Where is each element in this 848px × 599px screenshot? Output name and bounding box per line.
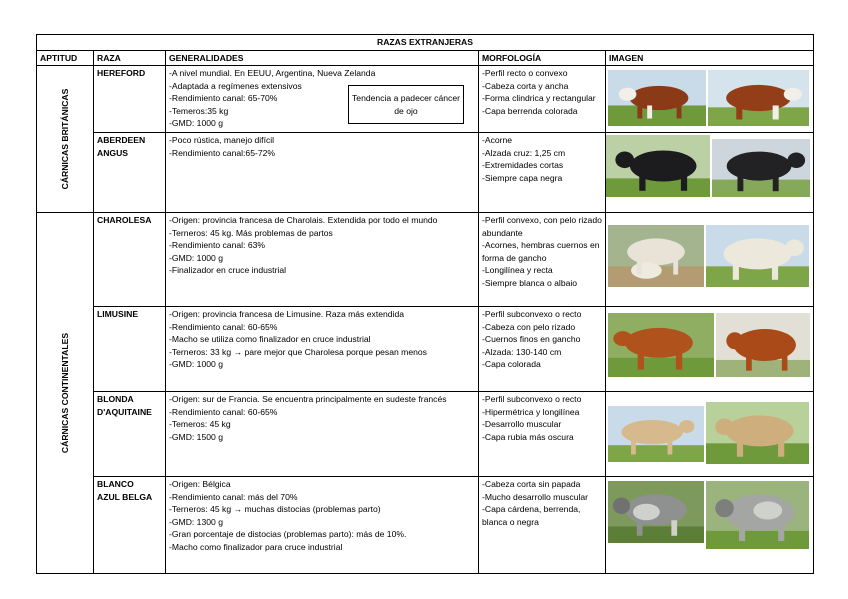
gen-line: -A nivel mundial. En EEUU, Argentina, Nueva Zelanda (169, 68, 376, 78)
breed-morfologia (479, 392, 606, 477)
gen-line: -GMD: 1500 g (169, 431, 223, 442)
breed-name-line: CHAROLESA (97, 215, 152, 225)
morf-line: -Capa cárdena, berrenda, blanca o negra (482, 504, 581, 527)
morf-line: -Cabeza corta y ancha (482, 80, 569, 91)
gen-line: -Gran porcentaje de distocias (problemas parto): más de 10%. (169, 529, 407, 539)
breed-generalidades (166, 133, 479, 213)
gen-line: -GMD: 1000 g (169, 252, 223, 263)
angus-photo-1 (606, 135, 710, 197)
gen-line: -Terneros: 45 kg → muchas distocias (problemas parto) (169, 504, 381, 514)
morf-line: -Siempre capa negra (482, 172, 563, 183)
eye-cancer-note (348, 85, 464, 124)
morf-line: -Hipermétrica y longilínea (482, 406, 580, 417)
breed-generalidades (166, 477, 479, 574)
morf-line: -Desarrollo muscular (482, 419, 562, 429)
belga-photo-2 (706, 481, 809, 549)
angus-photo-2 (712, 139, 810, 197)
morf-line: -Alzada cruz: 1,25 cm (482, 147, 566, 158)
group-britanicas (37, 66, 94, 213)
gen-line: -Rendimiento canal: más del 70% (169, 491, 298, 502)
belga-photo-1 (608, 481, 704, 543)
gen-line: -Rendimiento canal:65-72% (169, 147, 276, 158)
gen-line: -Poco rústica, manejo difícil (169, 135, 275, 145)
morf-line: -Capa berrenda colorada (482, 105, 578, 116)
header-raza: RAZA (94, 50, 166, 66)
morf-line: -Acornes, hembras cuernos en forma de gancho (482, 240, 600, 263)
gen-line: -Rendimiento canal: 63% (169, 240, 266, 250)
breed-row-aberdeen-angus (37, 133, 814, 213)
morf-line: -Acorne (482, 135, 513, 145)
breed-row-limusine (37, 307, 814, 392)
header-morfologia: MORFOLOGÍA (479, 50, 606, 66)
breed-generalidades (166, 307, 479, 392)
breed-generalidades (166, 66, 479, 133)
breed-morfologia (479, 477, 606, 574)
breed-name-line: ANGUS (97, 147, 129, 158)
note-text: Tendencia a padecer cáncer de ojo (352, 93, 460, 116)
morf-line: -Cuernos finos en gancho (482, 334, 581, 344)
breed-name-line: HEREFORD (97, 68, 146, 78)
breed-generalidades (166, 213, 479, 307)
breed-row-blanco-azul-belga (37, 477, 814, 574)
gen-line: -Terneros: 45 kg. Más problemas de partos (169, 227, 333, 238)
group-label-britanicas: CÁRNICAS BRITÁNICAS (59, 88, 70, 190)
morf-line: -Perfil recto o convexo (482, 68, 568, 78)
breed-name-line: BLONDA (97, 394, 134, 404)
morf-line: -Longilínea y recta (482, 265, 553, 275)
breed-name (94, 133, 166, 213)
gen-line: -Rendimiento canal: 60-65% (169, 406, 278, 417)
header-aptitud: APTITUD (37, 50, 94, 66)
gen-line: -Macho como finalizador para cruce industrial (169, 541, 343, 552)
morf-line: -Mucho desarrollo muscular (482, 491, 589, 502)
breed-row-hereford (37, 66, 814, 133)
group-continentales (37, 213, 94, 574)
breed-images (606, 477, 814, 574)
breed-morfologia (479, 307, 606, 392)
breed-name (94, 477, 166, 574)
morf-line: -Cabeza corta sin papada (482, 479, 581, 489)
gen-line: -Temeros: 45 kg (169, 419, 231, 429)
breeds-table (36, 34, 814, 574)
morf-line: -Perfil convexo, con pelo rizado abundante (482, 215, 602, 238)
header-imagen: IMAGEN (606, 50, 814, 66)
breed-images (606, 66, 814, 133)
breed-morfologia (479, 133, 606, 213)
limusine-photo-2 (716, 313, 810, 377)
breed-name-line: D'AQUITAINE (97, 406, 152, 417)
gen-line: -Adaptada a regímenes extensivos (169, 80, 302, 91)
morf-line: -Siempre blanca o albaio (482, 277, 578, 288)
group-label-continentales: CÁRNICAS CONTINENTALES (59, 332, 70, 454)
gen-line: -GMD: 1300 g (169, 516, 223, 527)
charolesa-photo-2 (706, 225, 809, 287)
breed-name (94, 392, 166, 477)
morf-line: -Perfil subconvexo o recto (482, 394, 582, 404)
breed-name-line: AZUL BELGA (97, 491, 153, 502)
header-generalidades: GENERALIDADES (166, 50, 479, 66)
gen-line: -Origen: Bélgica (169, 479, 231, 489)
breed-name (94, 66, 166, 133)
gen-line: -Terneros: 33 kg → pare mejor que Charolesa porque pesan menos (169, 346, 427, 357)
hereford-photo-2 (708, 70, 809, 126)
gen-line: -GMD: 1000 g (169, 359, 223, 369)
breed-name-line: ABERDEEN (97, 135, 146, 145)
breed-generalidades (166, 392, 479, 477)
gen-line: -Rendimiento canal: 60-65% (169, 321, 278, 332)
blonda-photo-1 (608, 406, 704, 462)
table-title: RAZAS EXTRANJERAS (37, 35, 814, 51)
gen-line: -Rendimiento canal: 65-70% (169, 93, 278, 103)
gen-line: -GMD: 1000 g (169, 118, 223, 128)
breed-images (606, 392, 814, 477)
gen-line: -Temeros:35 kg (169, 105, 229, 116)
charolesa-photo-1 (608, 225, 704, 287)
gen-line: -Origen: provincia francesa de Charolais. Extendida por todo el mundo (169, 215, 438, 225)
breed-row-blonda-aquitaine (37, 392, 814, 477)
limusine-photo-1 (608, 313, 714, 377)
hereford-photo-1 (608, 70, 706, 126)
morf-line: -Capa colorada (482, 359, 541, 369)
gen-line: -Finalizador en cruce industrial (169, 265, 287, 275)
gen-line: -Origen: provincia francesa de Limusine. Raza más extendida (169, 309, 405, 319)
morf-line: -Extremidades cortas (482, 160, 564, 170)
blonda-photo-2 (706, 402, 809, 464)
breed-name-line: LIMUSINE (97, 309, 139, 319)
breed-images (606, 307, 814, 392)
breed-row-charolesa (37, 213, 814, 307)
morf-line: -Cabeza con pelo rizado (482, 321, 576, 332)
morf-line: -Perfil subconvexo o recto (482, 309, 582, 319)
breed-name (94, 307, 166, 392)
morf-line: -Capa rubia más oscura (482, 431, 574, 442)
breed-name (94, 213, 166, 307)
breed-morfologia (479, 66, 606, 133)
gen-line: -Origen: sur de Francia. Se encuentra principalmente en sudeste francés (169, 394, 447, 404)
gen-line: -Macho se utiliza como finalizador en cruce industrial (169, 334, 371, 344)
breed-morfologia (479, 213, 606, 307)
breeds-table-sheet (36, 34, 814, 574)
morf-line: -Forma clindrica y rectangular (482, 93, 596, 103)
breed-images (606, 133, 814, 213)
morf-line: -Alzada: 130-140 cm (482, 346, 562, 357)
breed-name-line: BLANCO (97, 479, 134, 489)
breed-images (606, 213, 814, 307)
